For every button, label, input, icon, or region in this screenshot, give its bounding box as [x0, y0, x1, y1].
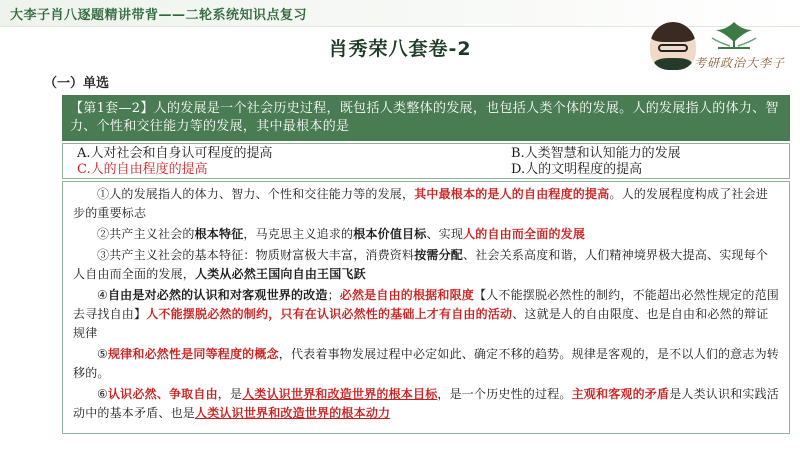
- analysis-text: ，是: [217, 387, 243, 401]
- analysis-text: 、实现: [426, 227, 464, 241]
- analysis-point-1: [73, 185, 779, 223]
- analysis-point-6: [73, 385, 779, 423]
- analysis-highlight: 主观和客观的矛盾: [571, 387, 670, 401]
- analysis-text: ③共产主义社会的基本特征：物质财富极大丰富，消费资料: [97, 248, 415, 262]
- option-c-correct[interactable]: C.人的自由程度的提高: [77, 162, 208, 177]
- analysis-point-4: [73, 286, 779, 343]
- analysis-point-2: [73, 225, 779, 244]
- analysis-bold: 自由是对必然的认识和对客观世界的改造: [107, 288, 328, 302]
- analysis-text: ，代表着事物发展过程中必定如此、确定不移的趋势。规律是客观的，是不以人们的意志为转移的。: [73, 347, 779, 380]
- analysis-highlight: 认识必然、争取自由: [107, 387, 218, 401]
- options-box: [62, 143, 790, 179]
- analysis-bold: 人类从必然王国向自由王国飞跃: [195, 267, 366, 281]
- analysis-text: 、这就是人的自由限度、也是自由和必然的辩证规律: [73, 307, 769, 340]
- brand-logo-icon: [704, 20, 764, 52]
- course-title: 大李子肖八逐题精讲带背——二轮系统知识点复习: [10, 8, 308, 23]
- analysis-text: ⑤: [97, 347, 108, 361]
- analysis-text: 【人不能摆脱必然性的制约，不能超出必然性规定的范围去寻找自由】: [73, 288, 779, 321]
- analysis-text: 。人的发展程度构成了社会进步的重要标志: [73, 187, 769, 220]
- analysis-box: [62, 181, 790, 434]
- analysis-highlight: 规律和必然性是同等程度的概念: [107, 347, 279, 361]
- analysis-text: ④: [97, 288, 108, 302]
- analysis-text: 是人类认识和实践活动中的基本矛盾、也是: [73, 387, 780, 420]
- avatar-hair: [650, 22, 696, 42]
- analysis-highlight: 必然是自由的根据和限度: [339, 288, 474, 302]
- analysis-point-5: [73, 345, 779, 383]
- paper-title: 肖秀荣八套卷-2: [328, 38, 472, 60]
- analysis-bold: 根本价值目标: [353, 227, 427, 241]
- analysis-text: ①人的发展指人的体力、智力、个性和交往能力等的发展，: [97, 187, 415, 201]
- avatar-glasses: [658, 44, 688, 52]
- avatar-body: [654, 58, 692, 70]
- analysis-bold: 根本特征: [194, 227, 244, 241]
- analysis-highlight: 人类认识世界和改造世界的根本动力: [195, 406, 391, 420]
- analysis-text: ，马克思主义追求的: [243, 227, 354, 241]
- analysis-highlight: 人类认识世界和改造世界的根本目标: [242, 387, 438, 401]
- option-a[interactable]: A.人对社会和自身认可程度的提高: [77, 146, 273, 161]
- analysis-text: ⑥: [97, 387, 108, 401]
- brand-logo-text: 考研政治大李子: [694, 56, 786, 70]
- presenter-avatar: [650, 22, 696, 70]
- analysis-point-3: [73, 246, 779, 284]
- analysis-text: ，是一个历史性的过程。: [437, 387, 572, 401]
- analysis-text: 、社会关系高度和谐，人们精神境界极大提高、实现每个人自由而全面的发展，: [73, 248, 769, 281]
- analysis-bold: 按需分配: [414, 248, 464, 262]
- question-stem: 【第1套—2】人的发展是一个社会历史过程，既包括人类整体的发展，也包括人类个体的发展。人的发展指人的体力、智力、个性和交往能力等的发展，其中最根本的是: [62, 95, 790, 141]
- option-d[interactable]: D.人的文明程度的提高: [511, 162, 643, 177]
- section-label: （一）单选: [44, 76, 110, 91]
- analysis-text: ②共产主义社会的: [97, 227, 195, 241]
- analysis-highlight: 人的自由而全面的发展: [463, 227, 586, 241]
- analysis-highlight: 人不能摆脱必然的制约，只有在认识必然性的基础上才有自由的活动: [146, 307, 513, 321]
- analysis-text: ；: [327, 288, 340, 302]
- analysis-highlight: 其中最根本的是人的自由程度的提高: [414, 187, 610, 201]
- option-b[interactable]: B.人类智慧和认知能力的发展: [511, 146, 681, 161]
